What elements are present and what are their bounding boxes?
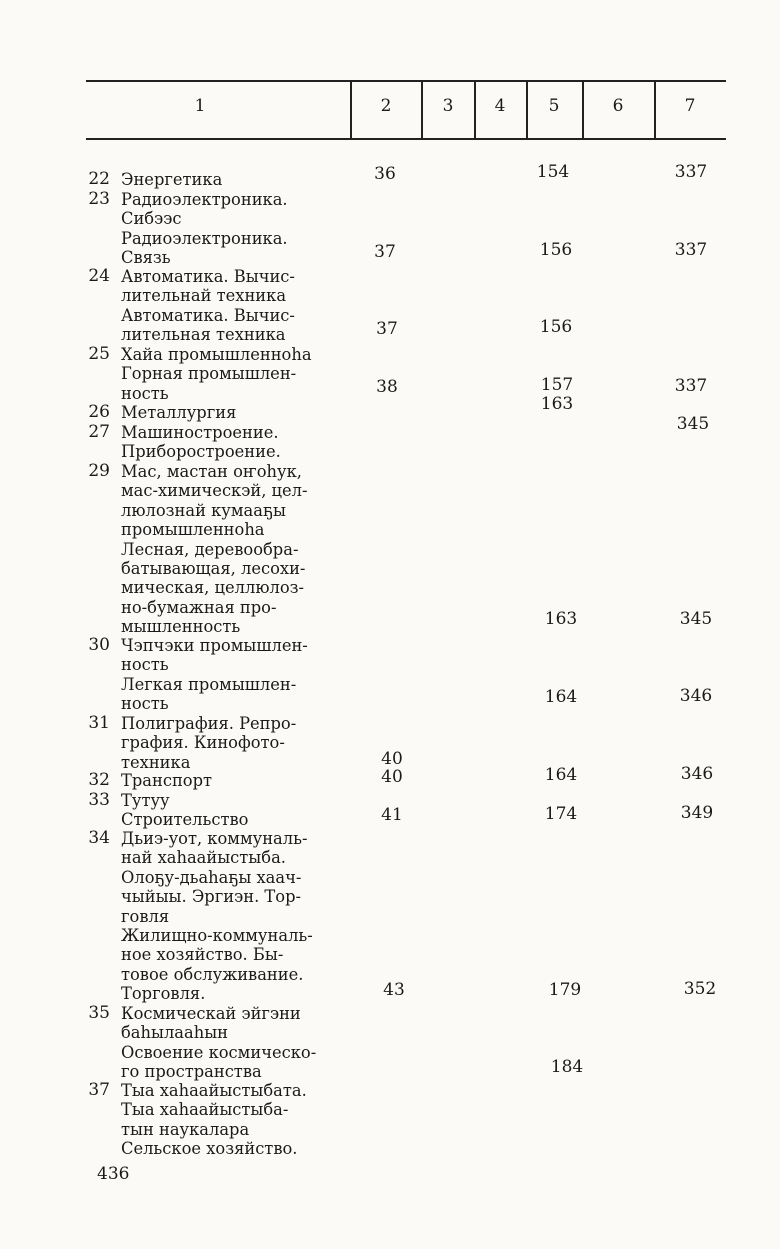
column-divider — [654, 82, 656, 138]
entry-text: Полиграфия. Репро- графия. Кинофото- техника — [121, 714, 297, 772]
table-cell-value: 43 — [383, 980, 405, 1000]
entry-text: Хайа промышленноһа Горная промышлен- ность — [121, 345, 312, 403]
entry-text: Энергетика — [121, 170, 223, 189]
entry-text: Транспорт — [121, 771, 213, 790]
entry-text: Дьиэ-уот, коммуналь- най хаһаайыстыба. Олоҕу-дьаһаҕы хаач- чыйыы. Эргиэн. Тор- говля Жилищно-коммуналь- ное хозяйство. Бы- товое обслуживание. Торговля. — [121, 829, 313, 1004]
table-cell-value: 345 — [679, 609, 713, 629]
entry-number: 34 — [88, 828, 110, 848]
table-cell-value: 349 — [680, 803, 714, 823]
entry-number: 26 — [88, 402, 110, 422]
table-cell-value: 40 — [381, 749, 403, 769]
table-cell-value: 337 — [674, 376, 708, 396]
header-bottom-rule — [86, 138, 726, 140]
table-cell-value: 37 — [376, 319, 398, 339]
table-cell-value: 346 — [679, 686, 713, 706]
table-cell-value: 337 — [674, 162, 708, 182]
entry-number: 33 — [88, 790, 110, 810]
entry-number: 31 — [88, 713, 110, 733]
table-cell-value: 163 — [540, 394, 574, 414]
column-header: 5 — [548, 96, 560, 116]
table-cell-value: 184 — [550, 1057, 584, 1077]
column-divider — [421, 82, 423, 138]
entry-text: Космическай эйгэни баһылааһын Освоение космическо- го пространства — [121, 1004, 317, 1082]
entry-number: 22 — [88, 169, 110, 189]
table-cell-value: 38 — [376, 377, 398, 397]
entry-text: Автоматика. Вычис- лительнай техника Автоматика. Вычис- лительная техника — [121, 267, 295, 345]
column-header: 7 — [684, 96, 696, 116]
table-cell-value: 157 — [540, 375, 574, 395]
column-header: 6 — [612, 96, 624, 116]
table-cell-value: 36 — [374, 164, 396, 184]
table-cell-value: 154 — [536, 162, 570, 182]
entry-text: Тыа хаһаайыстыбата. Тыа хаһаайыстыба- тын наукалара Сельское хозяйство. — [121, 1081, 307, 1159]
column-divider — [350, 82, 352, 138]
table-cell-value: 164 — [544, 687, 578, 707]
table-cell-value: 352 — [683, 979, 717, 999]
entry-number: 24 — [88, 266, 110, 286]
entry-text: Металлургия — [121, 403, 237, 422]
table-cell-value: 156 — [539, 240, 573, 260]
table-cell-value: 345 — [676, 414, 710, 434]
entry-number: 27 — [88, 422, 110, 442]
entry-text: Радиоэлектроника. Сибээс Радиоэлектроника. Связь — [121, 190, 288, 268]
table-cell-value: 179 — [548, 980, 582, 1000]
entry-text: Мас, мастан оҥоһук, мас-химическэй, цел- люлознай кумааҕы промышленноһа Лесная, деревообра- батывающая, лесохи- мическая, целлюлоз- но-бумажная про- мышленность — [121, 462, 308, 637]
table-cell-value: 337 — [674, 240, 708, 260]
entry-number: 37 — [88, 1080, 110, 1100]
entry-number: 30 — [88, 635, 110, 655]
entry-text: Чэпчэки промышлен- ность Легкая промышлен- ность — [121, 636, 308, 714]
column-header: 2 — [380, 96, 392, 116]
entry-number: 32 — [88, 770, 110, 790]
table-cell-value: 163 — [544, 609, 578, 629]
table-top-rule — [86, 80, 726, 82]
column-divider — [582, 82, 584, 138]
table-cell-value: 164 — [544, 765, 578, 785]
column-header: 4 — [494, 96, 506, 116]
table-cell-value: 37 — [374, 242, 396, 262]
table-cell-value: 41 — [381, 805, 403, 825]
entry-text: Машиностроение. Приборостроение. — [121, 423, 281, 462]
entry-number: 35 — [88, 1003, 110, 1023]
page-number: 436 — [97, 1164, 130, 1184]
entry-number: 25 — [88, 344, 110, 364]
column-divider — [526, 82, 528, 138]
table-cell-value: 174 — [544, 804, 578, 824]
entry-number: 29 — [88, 461, 110, 481]
table-cell-value: 40 — [381, 767, 403, 787]
table-cell-value: 346 — [680, 764, 714, 784]
table-cell-value: 156 — [539, 317, 573, 337]
column-header: 3 — [442, 96, 454, 116]
entry-text: Тутуу Строительство — [121, 791, 249, 830]
column-header: 1 — [194, 96, 206, 116]
column-divider — [474, 82, 476, 138]
entry-number: 23 — [88, 189, 110, 209]
